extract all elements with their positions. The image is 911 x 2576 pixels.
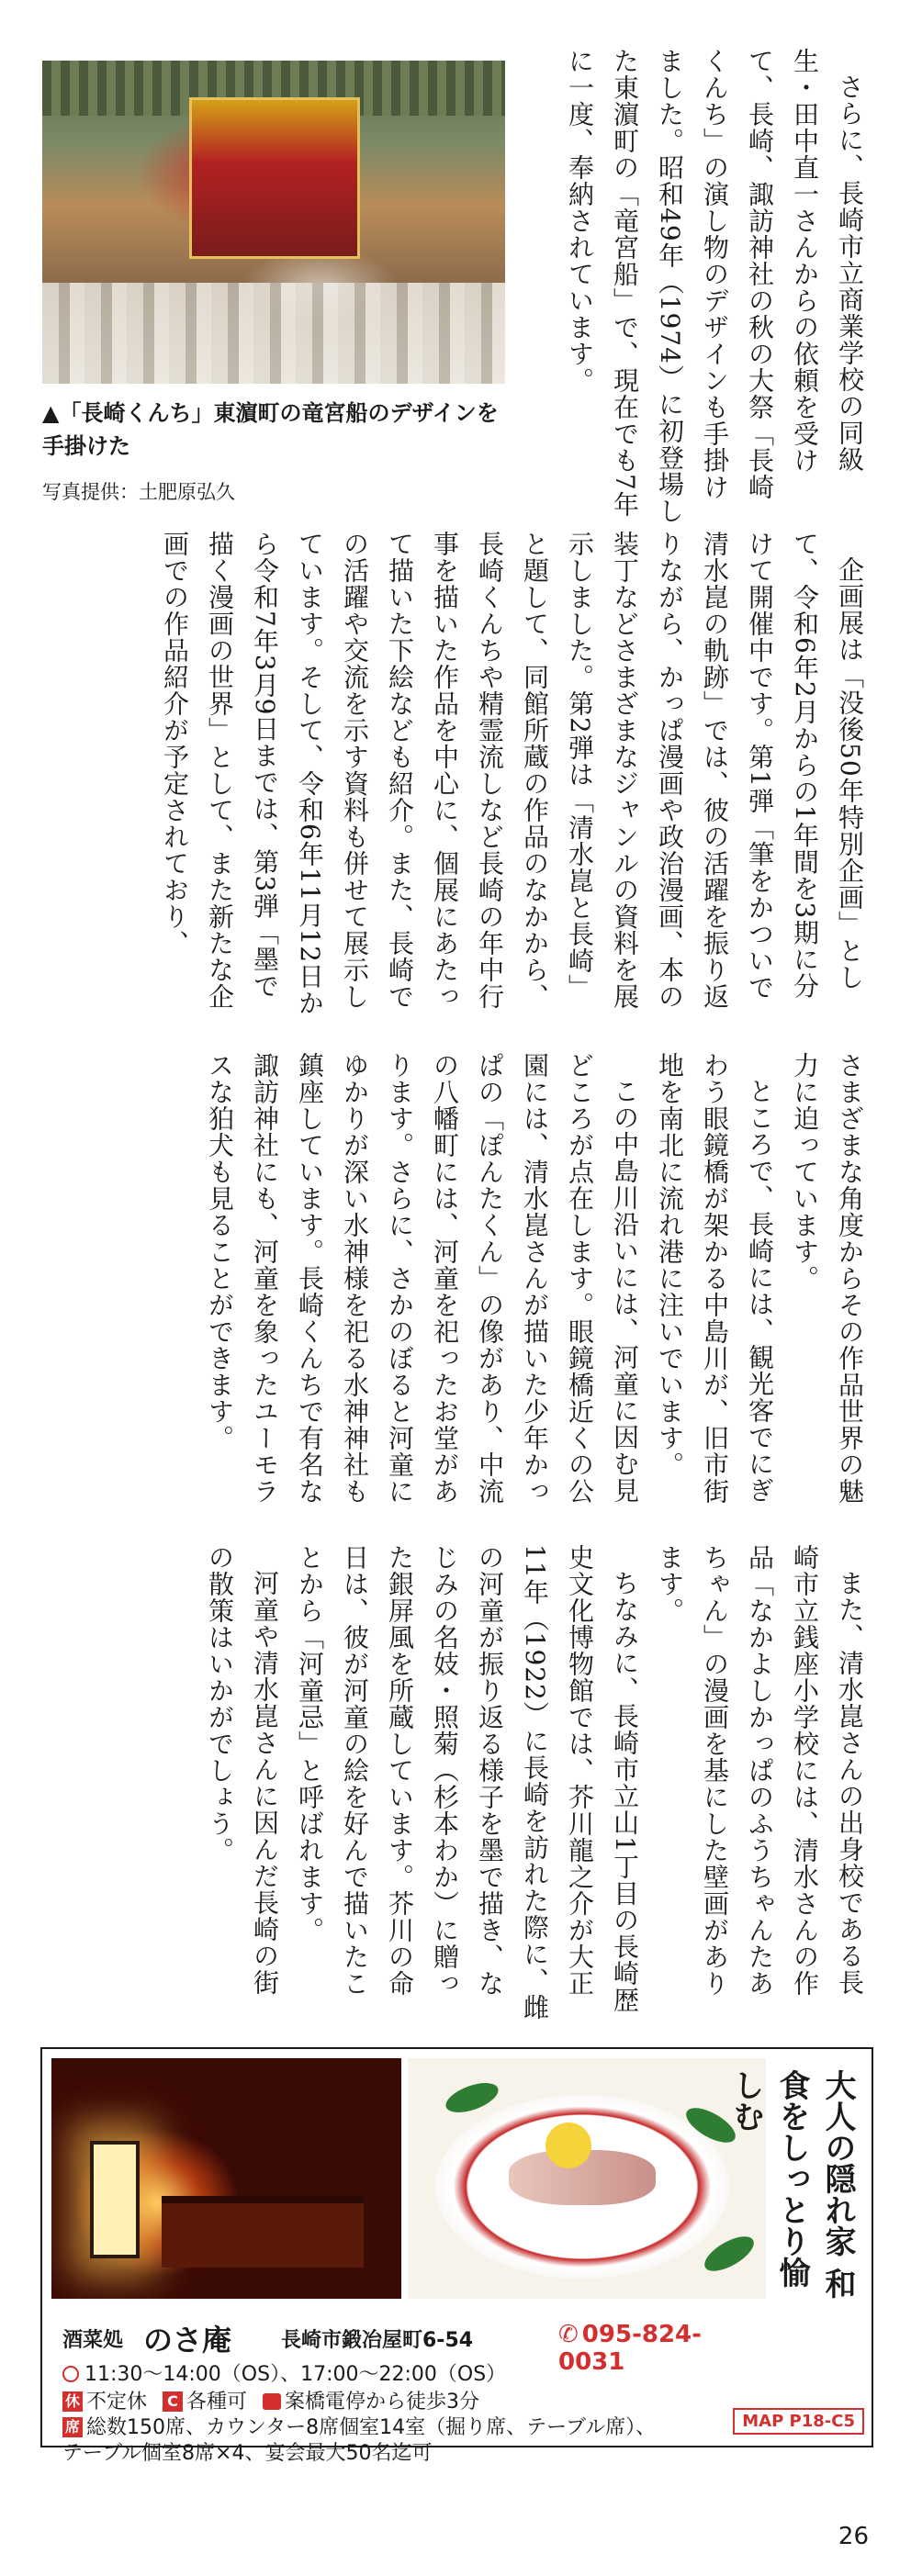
shop-type: 酒菜処 xyxy=(62,2329,124,2352)
article-column-4 xyxy=(33,1544,872,2022)
seats-row-2: テーブル個室8席×4、宴会最大50名迄可 xyxy=(62,2442,433,2465)
sashimi-dish-photo xyxy=(408,2058,766,2299)
page-number: 26 xyxy=(838,2523,869,2550)
article-paragraph: 河童や清水崑さんに因んだ長崎の街の散策はいかがでしょう。 xyxy=(205,1544,280,1996)
lantern-image xyxy=(90,2141,140,2258)
phone-icon: ✆ xyxy=(558,2321,579,2348)
restaurant-ad xyxy=(40,2047,873,2465)
ryugu-ship-float xyxy=(189,97,360,259)
article-paragraph: この中島川沿いには、河童に因む見どころが点在します。眼鏡橋近くの公園には、清水崑さんが描いた少年かっぱの「ぽんたくん」の像があり、中流の八幡町には、河童を祀ったお堂があります。さらに、さかのぼると河童にゆかりが深い水神様を祀る水神神社も鎮座しています。長崎くんちで有名な諏訪神社にも、河童を象ったユーモラスな狛犬も見ることができます。 xyxy=(205,1052,640,1505)
table-image xyxy=(162,2196,364,2268)
hours-row: 11:30～14:00（OS）、17:00～22:00（OS） xyxy=(62,2361,506,2389)
photo-credit: 写真提供：土肥原弘久 xyxy=(42,481,235,503)
shop-address: 長崎市鍛冶屋町6-54 xyxy=(281,2329,474,2352)
holiday-row: 休 不定休 C 各種可 案橋電停から徒歩3分 xyxy=(62,2389,479,2416)
seats-badge-icon: 席 xyxy=(62,2417,83,2437)
kunchi-festival-photo xyxy=(42,61,505,384)
card-badge-icon: C xyxy=(163,2391,183,2412)
photo-caption: ▲「長崎くんち」東濵町の竜宮船のデザインを手掛けた xyxy=(42,400,499,459)
map-reference[interactable]: MAP P18-C5 xyxy=(733,2408,864,2435)
ad-headline: 大人の隠れ家 和食をしっとり愉しむ xyxy=(727,2069,856,2299)
tram-icon xyxy=(263,2393,281,2410)
shop-name: のさ庵 xyxy=(143,2323,232,2358)
article-paragraph: ちなみに、長崎市立山1丁目の長崎歴史文化博物館では、芥川龍之介が大正11年（1922）に長崎を訪れた際に、雌の河童が振り返る様子を墨で描き、なじみの名妓・照菊（杉本わか）に贈った銀屏風を所蔵しています。芥川の命日は、彼が河童の絵を好んで描いたことから「河童忌」と呼ばれます。 xyxy=(295,1544,640,2021)
seats-row: 席 総数150席、カウンター8席個室14室（掘り席、テーブル席）、 xyxy=(62,2414,656,2442)
article-paragraph: さまざまな角度からその作品世界の魅力に迫っています。 xyxy=(790,1052,865,1505)
article-column-3 xyxy=(33,1052,872,1529)
article-column-2 xyxy=(33,531,872,1019)
article-paragraph: また、清水崑さんの出身校である長崎市立銭座小学校には、清水さんの作品「なかよしかっぱのふうちゃんたあちゃん」の漫画を基にした壁画があります。 xyxy=(655,1544,865,1997)
holiday-badge-icon: 休 xyxy=(62,2391,83,2412)
article-column-1 xyxy=(505,48,872,525)
article-paragraph: ところで、長崎には、観光客でにぎわう眼鏡橋が架かる中島川が、旧市街地を南北に流れ港に注いでいます。 xyxy=(655,1052,775,1505)
private-room-photo xyxy=(51,2058,401,2299)
phone-number[interactable]: ✆ 095-824-0031 xyxy=(558,2321,702,2376)
article-paragraph: さらに、長崎市立商業学校の同級生・田中直一さんからの依頼を受けて、長崎、諏訪神社の秋の大祭「長崎くんち」の演し物のデザインも手掛けました。昭和49年（1974）に初登場した東濵町の「竜宮船」で、現在でも7年に一度、奉納されています。 xyxy=(565,48,865,524)
clock-icon xyxy=(62,2366,79,2382)
article-paragraph: 企画展は「没後50年特別企画」として、令和6年2月からの1年間を3期に分けて開催中です。第1弾「筆をかついで 清水崑の軌跡」では、彼の活躍を振り返りながら、かっぱ漫画や政治漫画、本の装丁などさまざまなジャンルの資料を展示しました。第2弾は「清水崑と長崎」と題して、同館所蔵の作品のなかから、長崎くんちや精霊流しなど長崎の年中行事を描いた作品を中心に、個展にあたって描いた下絵なども紹介。また、長崎での活躍や交流を示す資料も併せて展示しています。そして、令和6年11月12日から令和7年3月9日までは、第3弾「墨で描く漫画の世界」として、また新たな企画での作品紹介が予定されており、 xyxy=(160,531,865,1017)
